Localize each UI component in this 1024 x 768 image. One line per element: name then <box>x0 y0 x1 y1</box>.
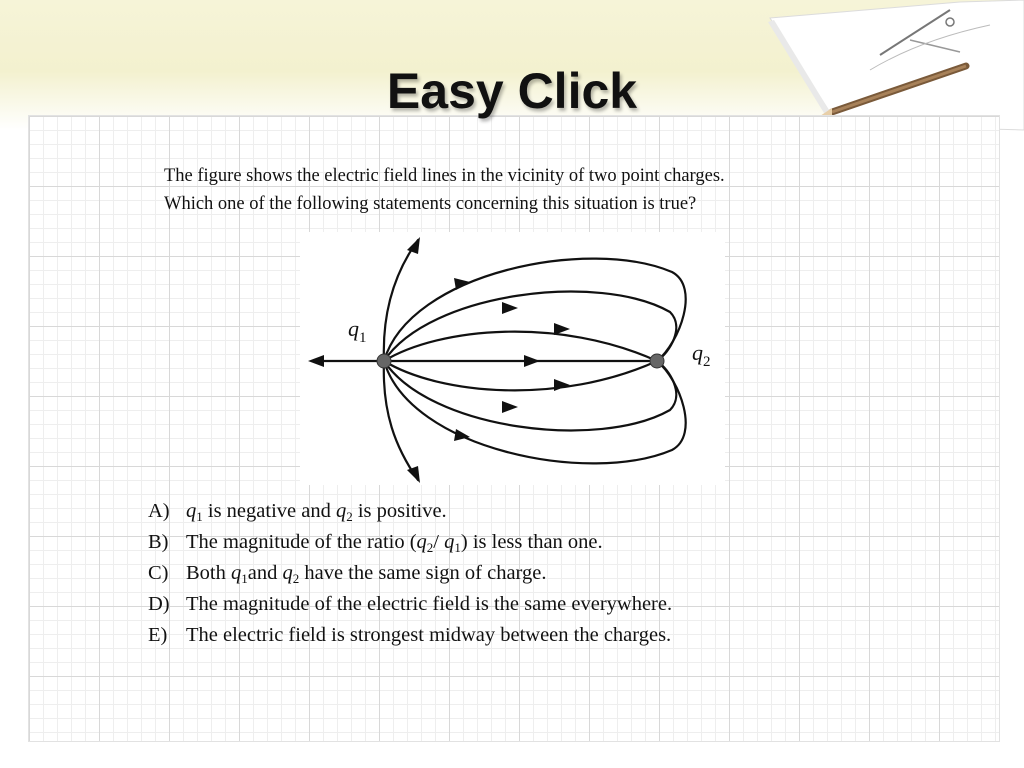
arrowhead-down <box>407 466 420 483</box>
option-b-text-1: The magnitude of the ratio ( <box>186 531 417 553</box>
field-line-lower-3 <box>384 361 686 463</box>
question-line-1: The figure shows the electric field lines in the vicinity of two point charges. <box>164 166 725 186</box>
option-c-q2-sub: 2 <box>292 571 300 586</box>
field-lines-diagram <box>300 232 725 485</box>
option-a[interactable] <box>148 496 908 527</box>
option-b-text-2: / <box>433 531 445 553</box>
option-a-text-2: is positive. <box>352 500 447 522</box>
charge-q1 <box>377 354 391 368</box>
arrowhead-lower-2 <box>502 401 518 413</box>
label-q1: $q_1$ <box>348 316 367 346</box>
option-d-letter: D) <box>148 593 170 615</box>
option-b[interactable] <box>148 527 908 558</box>
option-d-text: The magnitude of the electric field is the same everywhere. <box>186 593 673 615</box>
option-b-text-3: ) is less than one. <box>460 531 603 553</box>
option-c-q1: q <box>231 562 242 584</box>
arrowhead-lower-1 <box>554 379 570 391</box>
arrowhead-upper-2 <box>502 302 518 314</box>
option-c[interactable] <box>148 558 908 589</box>
slide-title: Easy Click <box>386 63 638 119</box>
option-c-q2: q <box>282 562 293 584</box>
option-c-letter: C) <box>148 562 169 584</box>
option-a-letter: A) <box>148 500 170 522</box>
option-d[interactable] <box>148 589 908 620</box>
field-lines-figure <box>300 232 725 485</box>
option-a-q1-sub: 1 <box>196 509 203 524</box>
arrowhead-upper-1 <box>554 323 570 335</box>
option-b-q1-sub: 1 <box>454 540 461 555</box>
option-a-q1: q <box>186 500 197 522</box>
option-e[interactable] <box>148 620 908 651</box>
option-b-q2: q <box>416 531 427 553</box>
label-q2: $q_2$ <box>692 340 711 370</box>
question-line-2: Which one of the following statements concerning this situation is true? <box>164 194 697 214</box>
option-b-letter: B) <box>148 531 169 553</box>
arrowhead-left <box>308 355 324 367</box>
field-line-upper-1 <box>384 332 657 361</box>
arrowhead-up <box>407 237 420 254</box>
option-e-letter: E) <box>148 624 168 646</box>
arrowhead-center <box>524 355 540 367</box>
option-c-text-1: Both <box>186 562 231 584</box>
option-b-q2-sub: 2 <box>426 540 434 555</box>
option-a-q2-sub: 2 <box>346 509 353 524</box>
option-c-text-3: have the same sign of charge. <box>299 562 547 584</box>
option-a-text-1: is negative and <box>202 500 336 522</box>
field-line-lower-1 <box>384 361 657 390</box>
question-text <box>164 162 884 218</box>
option-c-text-2: and <box>247 562 283 584</box>
field-line-upper-3 <box>384 259 686 361</box>
answer-options <box>148 496 908 651</box>
charge-q2 <box>650 354 664 368</box>
option-a-q2: q <box>335 500 347 522</box>
option-c-q1-sub: 1 <box>241 571 248 586</box>
option-b-q1: q <box>444 531 455 553</box>
option-e-text: The electric field is strongest midway between the charges. <box>186 624 672 646</box>
